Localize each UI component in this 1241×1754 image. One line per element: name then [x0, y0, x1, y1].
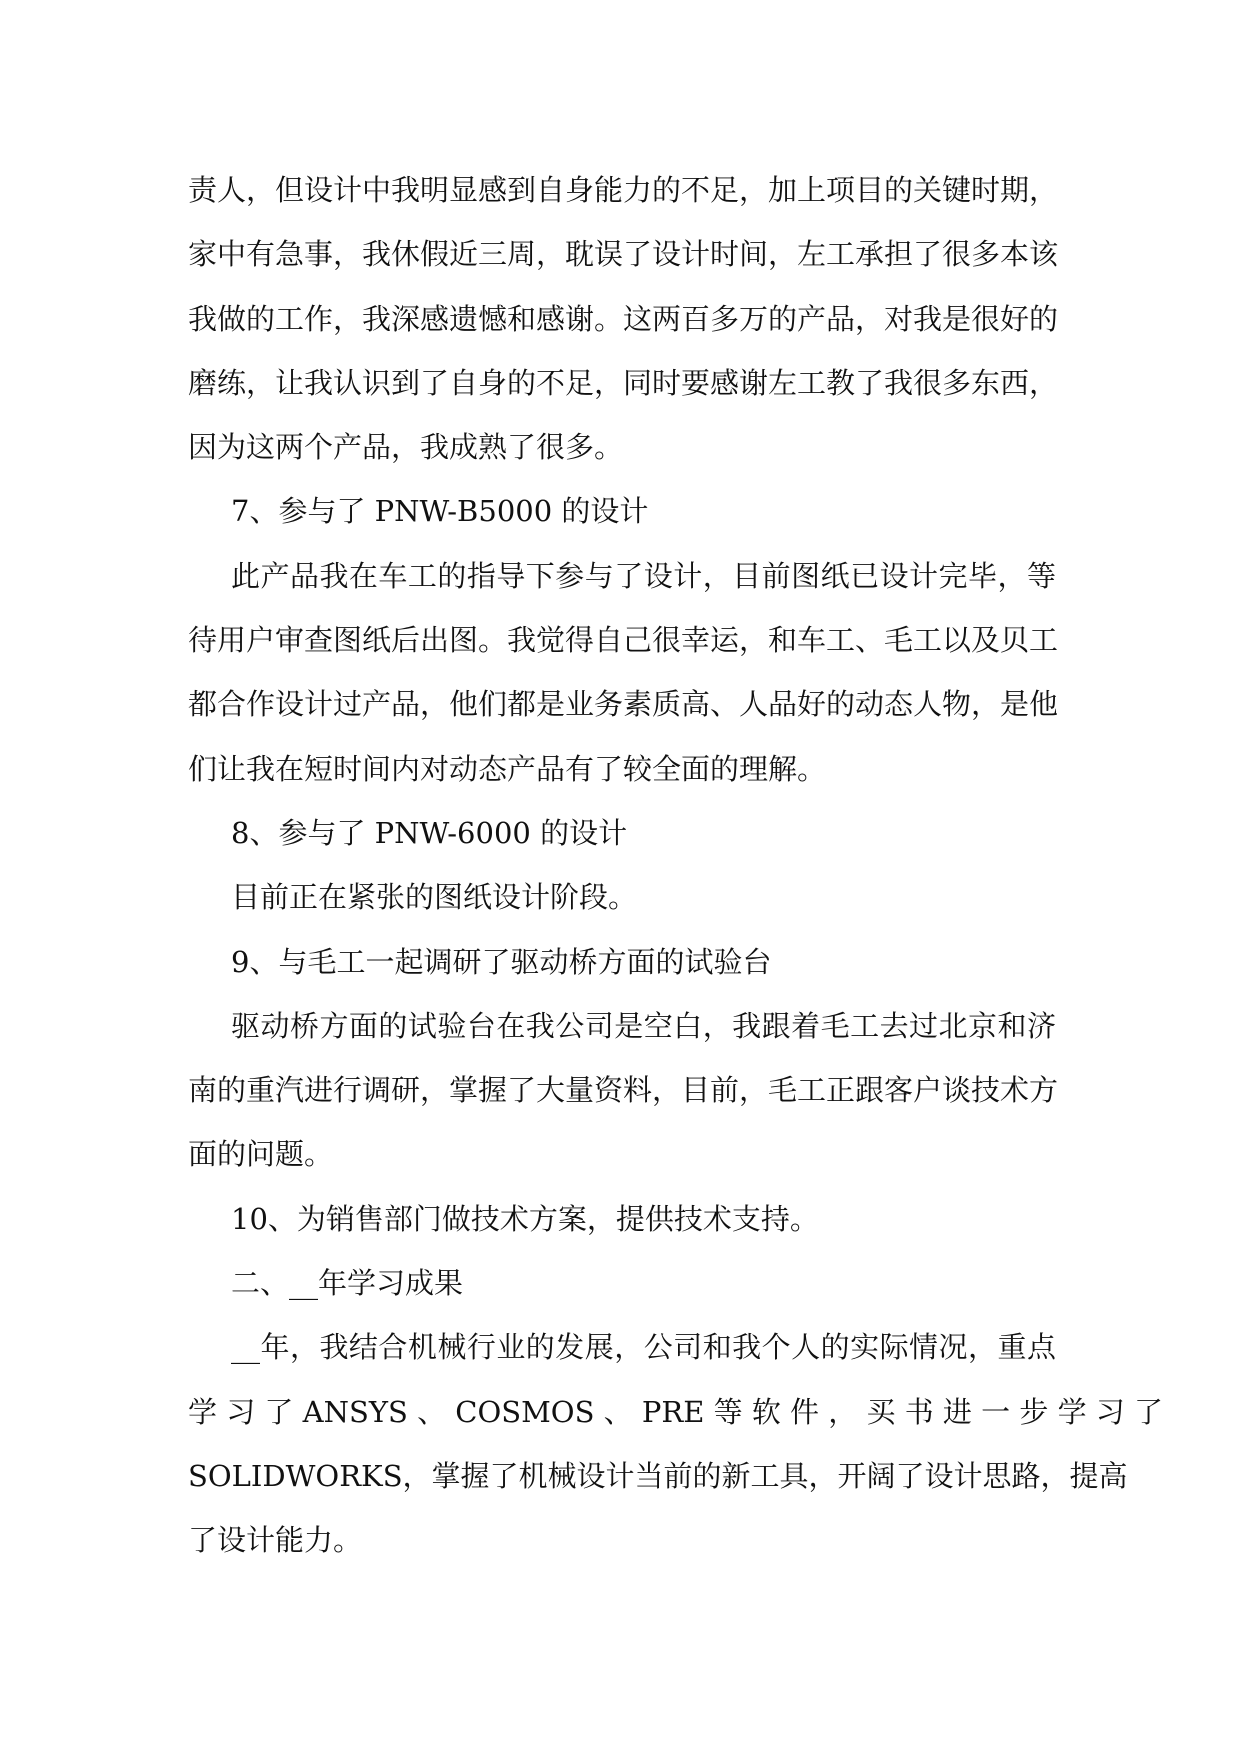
text-line: 我做的工作，我深感遗憾和感谢。这两百多万的产品，对我是很好的	[188, 301, 1059, 336]
text-line: 都合作设计过产品，他们都是业务素质高、人品好的动态人物，是他	[188, 687, 1059, 722]
document-body	[188, 158, 1164, 1573]
text-line: 学 习 了 ANSYS 、 COSMOS 、 PRE 等 软 件 ， 买 书 进 一 步 学 习 了	[188, 1394, 1164, 1429]
text-line: 目前正在紧张的图纸设计阶段。	[231, 880, 638, 915]
text-line: 责人，但设计中我明显感到自身能力的不足，加上项目的关键时期，	[188, 173, 1059, 207]
text-line: 驱动桥方面的试验台在我公司是空白，我跟着毛工去过北京和济	[231, 1008, 1056, 1043]
text-line: 10、为销售部门做技术方案，提供技术支持。	[231, 1201, 819, 1236]
text-line: 此产品我在车工的指导下参与了设计，目前图纸已设计完毕，等	[231, 558, 1056, 593]
text-line: 二、__年学习成果	[231, 1266, 464, 1301]
text-line: __年，我结合机械行业的发展，公司和我个人的实际情况，重点	[231, 1330, 1056, 1365]
text-line: 8、参与了 PNW-6000 的设计	[231, 815, 628, 850]
text-line: 家中有急事，我休假近三周，耽误了设计时间，左工承担了很多本该	[188, 237, 1059, 272]
text-line: 了设计能力。	[188, 1523, 363, 1558]
text-line: 9、与毛工一起调研了驱动桥方面的试验台	[231, 944, 772, 979]
text-line: SOLIDWORKS，掌握了机械设计当前的新工具，开阔了设计思路，提高	[188, 1458, 1128, 1493]
text-line: 待用户审查图纸后出图。我觉得自己很幸运，和车工、毛工以及贝工	[188, 623, 1059, 658]
text-line: 们让我在短时间内对动态产品有了较全面的理解。	[188, 751, 827, 786]
text-line: 7、参与了 PNW-B5000 的设计	[231, 494, 649, 529]
text-line: 磨练，让我认识到了自身的不足，同时要感谢左工教了我很多东西，	[188, 365, 1059, 400]
text-line: 面的问题。	[188, 1137, 334, 1172]
text-line: 南的重汽进行调研，掌握了大量资料，目前，毛工正跟客户谈技术方	[188, 1073, 1059, 1108]
text-line: 因为这两个产品，我成熟了很多。	[188, 430, 624, 465]
